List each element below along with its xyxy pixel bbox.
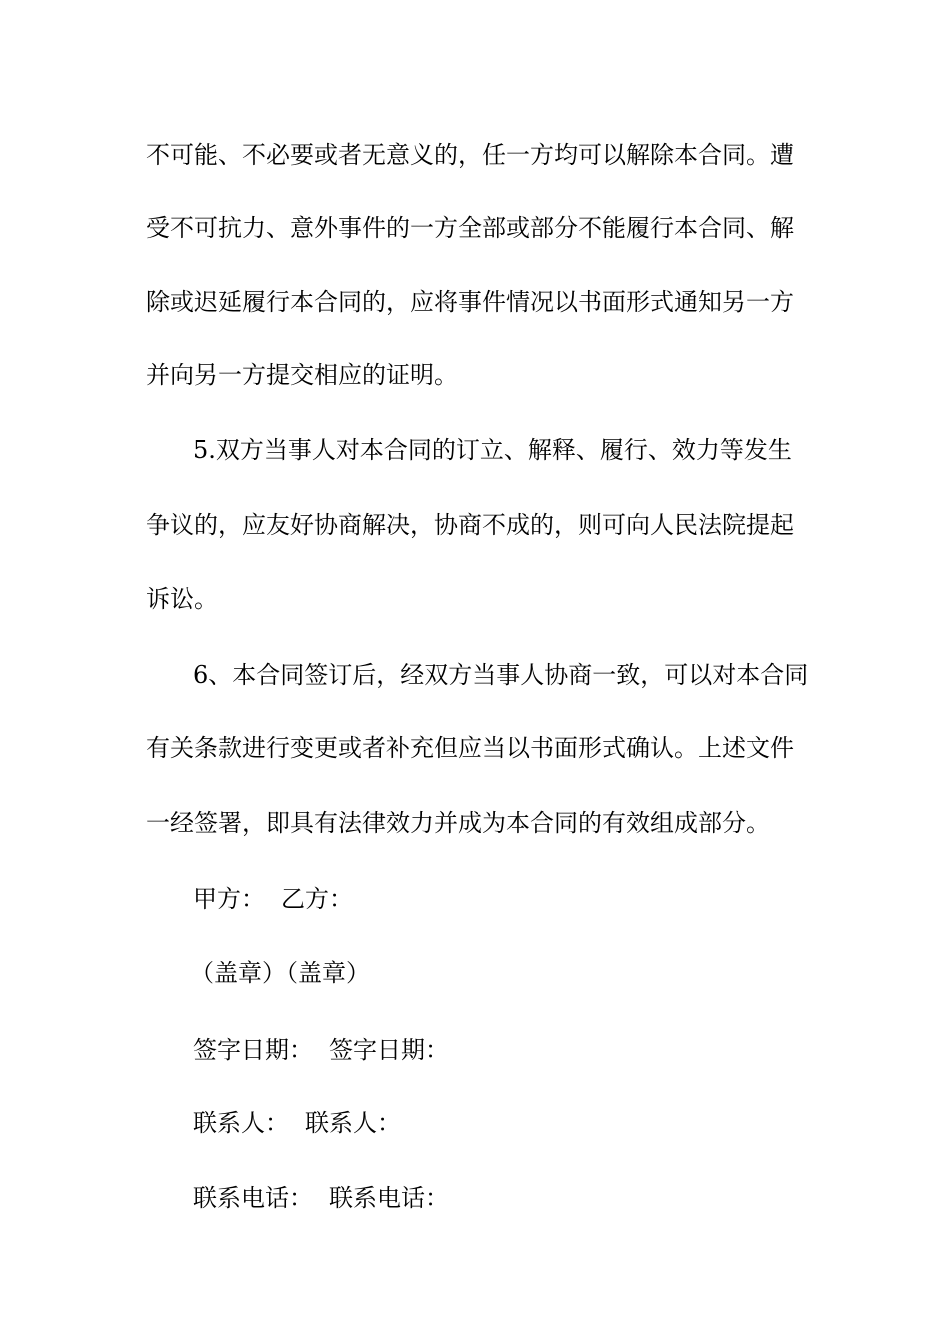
- sign-date-b-label: 签字日期：: [329, 1036, 449, 1064]
- party-b-label: 乙方：: [281, 885, 353, 913]
- clause-6-line: 一经签署，即具有法律效力并成为本合同的有效组成部分。: [146, 809, 770, 837]
- clause-5-line: 争议的，应友好协商解决，协商不成的，则可向人民法院提起: [146, 511, 794, 539]
- signature-parties-row: [193, 884, 593, 914]
- clause-6-line: 6、本合同签订后，经双方当事人协商一致，可以对本合同: [193, 661, 809, 689]
- sign-date-a-label: 签字日期：: [193, 1036, 313, 1064]
- contact-a-label: 联系人：: [193, 1109, 289, 1137]
- seal-a-label: （盖章）: [190, 959, 286, 987]
- contact-b-label: 联系人：: [305, 1109, 401, 1137]
- paragraph-line: 除或迟延履行本合同的，应将事件情况以书面形式通知另一方: [146, 288, 794, 316]
- phone-row: [193, 1183, 593, 1213]
- party-a-label: 甲方：: [193, 885, 265, 913]
- clause-5-line: 5.双方当事人对本合同的订立、解释、履行、效力等发生: [193, 436, 792, 464]
- contact-row: [193, 1108, 593, 1138]
- sign-date-row: [193, 1035, 593, 1065]
- seal-b-label: （盖章）: [286, 959, 370, 987]
- clause-6-line: 有关条款进行变更或者补充但应当以书面形式确认。上述文件: [146, 734, 794, 762]
- paragraph-line: 不可能、不必要或者无意义的，任一方均可以解除本合同。遭: [146, 141, 794, 169]
- phone-b-label: 联系电话：: [329, 1184, 449, 1212]
- paragraph-line: 受不可抗力、意外事件的一方全部或部分不能履行本合同、解: [146, 214, 794, 242]
- paragraph-line: 并向另一方提交相应的证明。: [146, 361, 458, 389]
- clause-5-line: 诉讼。: [146, 585, 218, 613]
- phone-a-label: 联系电话：: [193, 1184, 313, 1212]
- seal-row: [190, 958, 590, 988]
